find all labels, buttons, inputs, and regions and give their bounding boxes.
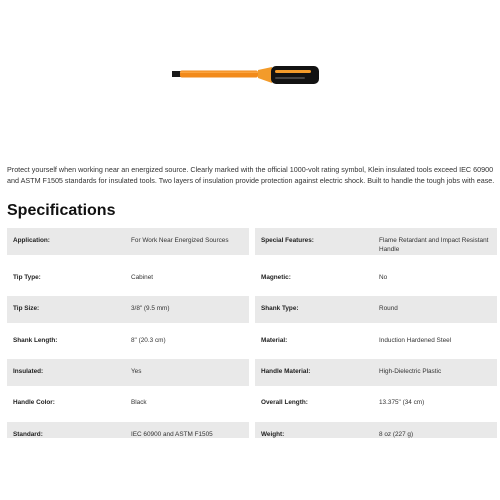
spec-value: Black: [131, 399, 147, 406]
product-description: Protect yourself when working near an energized source. Clearly marked with the official 1000-volt rating symbol, Klein insulated tools exceed IEC 60900 and ASTM F1505 standards for insulated tools. Two layers of insulation provide protection against electric shock. Built to handle the tough jobs with ease.: [7, 165, 495, 185]
spec-label: Shank Type:: [261, 305, 299, 312]
spec-cell: [7, 422, 249, 438]
spec-label: Shank Length:: [13, 337, 58, 344]
spec-cell: [7, 328, 249, 355]
spec-cell: [255, 359, 497, 386]
spec-label: Magnetic:: [261, 274, 291, 281]
spec-row: [7, 328, 499, 355]
spec-label: Material:: [261, 337, 288, 344]
spec-value: Flame Retardant and Impact Resistant Handle: [379, 237, 489, 253]
spec-cell: [255, 265, 497, 292]
spec-label: Application:: [13, 237, 50, 244]
screwdriver-image: [172, 62, 322, 92]
spec-row: [7, 359, 499, 386]
spec-value: IEC 60900 and ASTM F1505: [131, 431, 213, 438]
spec-cell: [7, 265, 249, 292]
spec-row: [7, 296, 499, 323]
spec-label: Tip Type:: [13, 274, 41, 281]
spec-label: Special Features:: [261, 237, 314, 244]
spec-value: 8" (20.3 cm): [131, 337, 166, 344]
spec-row: [7, 422, 499, 438]
spec-row: [7, 265, 499, 292]
spec-label: Standard:: [13, 431, 43, 438]
spec-label: Overall Length:: [261, 399, 308, 406]
spec-cell: [7, 296, 249, 323]
spec-value: No: [379, 274, 388, 281]
spec-cell: [7, 390, 249, 417]
spec-row: [7, 390, 499, 417]
spec-cell: [255, 328, 497, 355]
spec-label: Handle Material:: [261, 368, 311, 375]
spec-value: 8 oz (227 g): [379, 431, 414, 438]
product-image-area: [0, 0, 500, 150]
spec-value: 3/8" (9.5 mm): [131, 305, 170, 312]
spec-value: Induction Hardened Steel: [379, 337, 452, 344]
specifications-heading: Specifications: [7, 202, 116, 219]
spec-value: Round: [379, 305, 398, 312]
spec-value: 13.375" (34 cm): [379, 399, 425, 406]
spec-cell: [255, 296, 497, 323]
spec-cell: [7, 359, 249, 386]
spec-row: [7, 228, 499, 255]
spec-value: For Work Near Energized Sources: [131, 237, 229, 244]
spec-value: Cabinet: [131, 274, 154, 281]
spec-cell: [255, 422, 497, 438]
spec-cell: [255, 228, 497, 255]
spec-value: High-Dielectric Plastic: [379, 368, 442, 375]
spec-label: Handle Color:: [13, 399, 55, 406]
spec-label: Weight:: [261, 431, 285, 438]
spec-value: Yes: [131, 368, 142, 375]
specifications-table: [7, 228, 499, 438]
spec-label: Tip Size:: [13, 305, 40, 312]
spec-cell: [255, 390, 497, 417]
spec-cell: [7, 228, 249, 255]
spec-label: Insulated:: [13, 368, 44, 375]
